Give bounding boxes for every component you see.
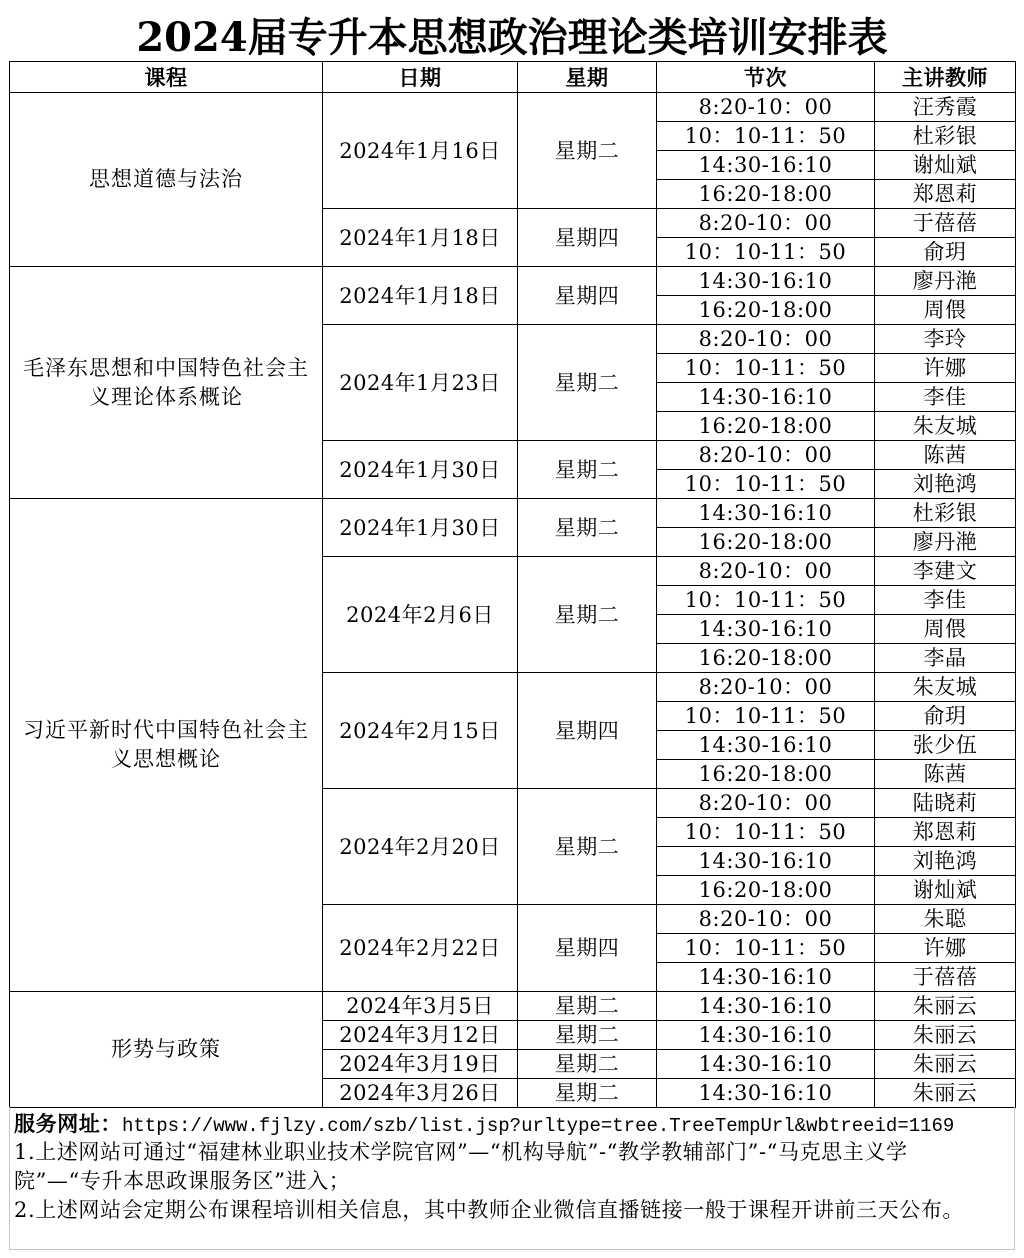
footer-note-line: 2.上述网站会定期公布课程培训相关信息，其中教师企业微信直播链接一般于课程开讲前三天公布。 (14, 1198, 965, 1222)
table-row (10, 267, 1016, 296)
teacher-cell: 朱丽云 (875, 1050, 1016, 1079)
teacher-cell: 于蓓蓓 (875, 209, 1016, 238)
session-time-cell: 10：10-11：50 (657, 934, 875, 963)
date-cell: 2024年1月30日 (323, 441, 518, 499)
session-time-cell: 8:20-10：00 (657, 673, 875, 702)
session-time-cell: 14:30-16:10 (657, 731, 875, 760)
teacher-cell: 李佳 (875, 586, 1016, 615)
session-time-cell: 14:30-16:10 (657, 1050, 875, 1079)
weekday-cell: 星期二 (518, 789, 657, 905)
teacher-cell: 李晶 (875, 644, 1016, 673)
teacher-cell: 李建文 (875, 557, 1016, 586)
teacher-cell: 陈茜 (875, 441, 1016, 470)
course-name-cell (10, 93, 323, 267)
weekday-cell: 星期四 (518, 905, 657, 992)
date-cell: 2024年2月20日 (323, 789, 518, 905)
teacher-cell: 朱友城 (875, 412, 1016, 441)
session-time-cell: 10：10-11：50 (657, 470, 875, 499)
header-date: 日期 (323, 62, 518, 93)
session-time-cell: 14:30-16:10 (657, 1021, 875, 1050)
date-cell: 2024年1月30日 (323, 499, 518, 557)
session-time-cell: 8:20-10：00 (657, 325, 875, 354)
schedule-table (9, 61, 1016, 1108)
date-cell: 2024年2月15日 (323, 673, 518, 789)
weekday-cell: 星期二 (518, 1021, 657, 1050)
session-time-cell: 14:30-16:10 (657, 267, 875, 296)
course-name-cell (10, 992, 323, 1108)
session-time-cell: 8:20-10：00 (657, 209, 875, 238)
teacher-cell: 朱丽云 (875, 1079, 1016, 1108)
session-time-cell: 14:30-16:10 (657, 847, 875, 876)
table-header (10, 62, 1016, 93)
teacher-cell: 许娜 (875, 934, 1016, 963)
date-cell: 2024年3月5日 (323, 992, 518, 1021)
notes-list (14, 1138, 1014, 1225)
course-name-cell (10, 267, 323, 499)
teacher-cell: 杜彩银 (875, 499, 1016, 528)
course-name-line: 义思想概论 (111, 747, 221, 771)
header-weekday: 星期 (518, 62, 657, 93)
weekday-cell: 星期二 (518, 441, 657, 499)
teacher-cell: 周偎 (875, 296, 1016, 325)
teacher-cell: 汪秀霞 (875, 93, 1016, 122)
date-cell: 2024年1月18日 (323, 267, 518, 325)
teacher-cell: 刘艳鸿 (875, 847, 1016, 876)
teacher-cell: 郑恩莉 (875, 818, 1016, 847)
footer-note-line: 1.上述网站可通过“福建林业职业技术学院官网”—“机构导航”-“教学教辅部门”-“马克思主义学 (14, 1140, 908, 1164)
session-time-cell: 8:20-10：00 (657, 789, 875, 818)
date-cell: 2024年1月18日 (323, 209, 518, 267)
teacher-cell: 朱友城 (875, 673, 1016, 702)
date-cell: 2024年2月22日 (323, 905, 518, 992)
header-row (10, 62, 1016, 93)
teacher-cell: 张少伍 (875, 731, 1016, 760)
table-body (10, 93, 1016, 1108)
session-time-cell: 14:30-16:10 (657, 992, 875, 1021)
session-time-cell: 10：10-11：50 (657, 586, 875, 615)
teacher-cell: 谢灿斌 (875, 876, 1016, 905)
session-time-cell: 16:20-18:00 (657, 528, 875, 557)
teacher-cell: 许娜 (875, 354, 1016, 383)
session-time-cell: 16:20-18:00 (657, 412, 875, 441)
weekday-cell: 星期二 (518, 93, 657, 209)
weekday-cell: 星期二 (518, 1079, 657, 1108)
course-name-line: 习近平新时代中国特色社会主 (23, 718, 309, 742)
header-teacher: 主讲教师 (875, 62, 1016, 93)
teacher-cell: 朱聪 (875, 905, 1016, 934)
session-time-cell: 8:20-10：00 (657, 93, 875, 122)
session-time-cell: 10：10-11：50 (657, 122, 875, 151)
header-course: 课程 (10, 62, 323, 93)
session-time-cell: 8:20-10：00 (657, 441, 875, 470)
weekday-cell: 星期二 (518, 557, 657, 673)
teacher-cell: 周偎 (875, 615, 1016, 644)
session-time-cell: 16:20-18:00 (657, 760, 875, 789)
teacher-cell: 刘艳鸿 (875, 470, 1016, 499)
course-name-line: 毛泽东思想和中国特色社会主 (23, 355, 309, 380)
service-url: https://www.fjlzy.com/szb/list.jsp?urltype=tree.TreeTempUrl&wbtreeid=1169 (122, 1115, 955, 1137)
weekday-cell: 星期二 (518, 1050, 657, 1079)
session-time-cell: 16:20-18:00 (657, 180, 875, 209)
session-time-cell: 14:30-16:10 (657, 499, 875, 528)
session-time-cell: 16:20-18:00 (657, 876, 875, 905)
session-time-cell: 10：10-11：50 (657, 818, 875, 847)
header-session: 节次 (657, 62, 875, 93)
teacher-cell: 郑恩莉 (875, 180, 1016, 209)
weekday-cell: 星期四 (518, 267, 657, 325)
service-url-label: 服务网址： (14, 1111, 122, 1136)
session-time-cell: 14:30-16:10 (657, 615, 875, 644)
teacher-cell: 李玲 (875, 325, 1016, 354)
session-time-cell: 16:20-18:00 (657, 644, 875, 673)
teacher-cell: 俞玥 (875, 702, 1016, 731)
teacher-cell: 廖丹滟 (875, 267, 1016, 296)
weekday-cell: 星期四 (518, 673, 657, 789)
date-cell: 2024年3月12日 (323, 1021, 518, 1050)
teacher-cell: 于蓓蓓 (875, 963, 1016, 992)
table-row (10, 499, 1016, 528)
table-row (10, 93, 1016, 122)
session-time-cell: 14:30-16:10 (657, 1079, 875, 1108)
session-time-cell: 14:30-16:10 (657, 963, 875, 992)
session-time-cell: 8:20-10：00 (657, 905, 875, 934)
date-cell: 2024年3月26日 (323, 1079, 518, 1108)
session-time-cell: 16:20-18:00 (657, 296, 875, 325)
weekday-cell: 星期二 (518, 992, 657, 1021)
session-time-cell: 10：10-11：50 (657, 238, 875, 267)
footer-notes (9, 1107, 1015, 1250)
teacher-cell: 谢灿斌 (875, 151, 1016, 180)
table-row (10, 992, 1016, 1021)
course-name-line: 形势与政策 (111, 1037, 221, 1061)
session-time-cell: 10：10-11：50 (657, 354, 875, 383)
date-cell: 2024年1月23日 (323, 325, 518, 441)
teacher-cell: 朱丽云 (875, 992, 1016, 1021)
teacher-cell: 陆晓莉 (875, 789, 1016, 818)
service-url-line (14, 1109, 1014, 1138)
teacher-cell: 俞玥 (875, 238, 1016, 267)
weekday-cell: 星期二 (518, 325, 657, 441)
date-cell: 2024年3月19日 (323, 1050, 518, 1079)
date-cell: 2024年1月16日 (323, 93, 518, 209)
date-cell: 2024年2月6日 (323, 557, 518, 673)
session-time-cell: 14:30-16:10 (657, 383, 875, 412)
course-name-cell (10, 499, 323, 992)
weekday-cell: 星期四 (518, 209, 657, 267)
teacher-cell: 李佳 (875, 383, 1016, 412)
session-time-cell: 14:30-16:10 (657, 151, 875, 180)
teacher-cell: 廖丹滟 (875, 528, 1016, 557)
course-name-line: 义理论体系概论 (89, 384, 243, 409)
teacher-cell: 杜彩银 (875, 122, 1016, 151)
footer-note-line: 院”—“专升本思政课服务区”进入； (14, 1169, 351, 1193)
teacher-cell: 朱丽云 (875, 1021, 1016, 1050)
teacher-cell: 陈茜 (875, 760, 1016, 789)
page-title: 2024届专升本思想政治理论类培训安排表 (136, 14, 888, 61)
session-time-cell: 10：10-11：50 (657, 702, 875, 731)
session-time-cell: 8:20-10：00 (657, 557, 875, 586)
weekday-cell: 星期二 (518, 499, 657, 557)
course-name-line: 思想道德与法治 (89, 167, 243, 191)
